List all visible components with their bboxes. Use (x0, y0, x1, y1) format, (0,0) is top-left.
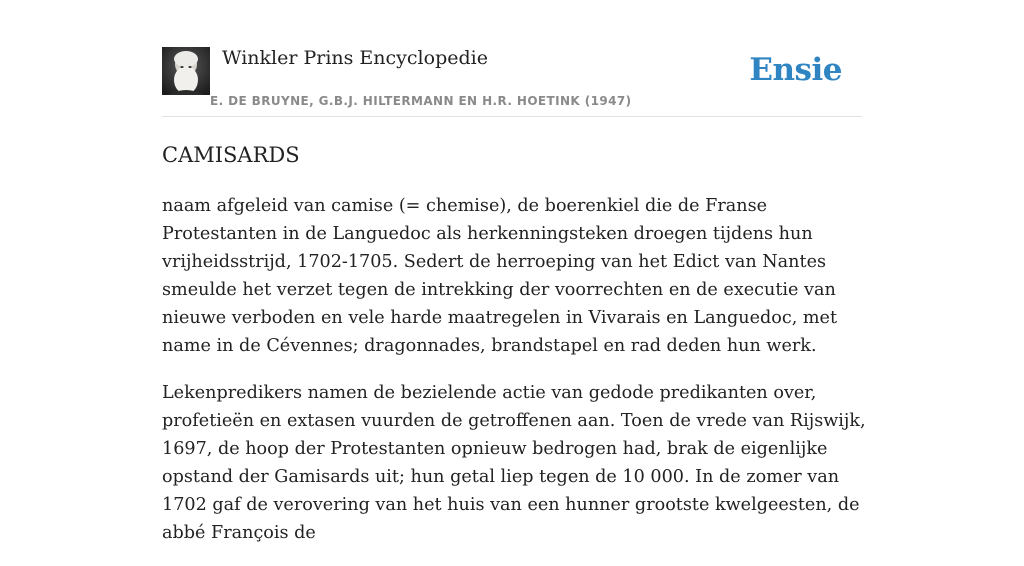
article-paragraph: Lekenpredikers namen de bezielende actie van gedode predikanten over, profetieën en extasen vuurden de getroffenen aan. Toen de vrede van Rijswijk, 1697, de hoop der Protestanten opnieuw bedrogen had, brak de eigenlijke opstand der Gamisards uit; hun getal liep tegen de 10 000. In de zomer van 1702 gaf de verovering van het huis van een hunner grootste kwelgeesten, de abbé François de (162, 383, 866, 543)
article-title: CAMISARDS (162, 143, 300, 167)
site-title[interactable]: Winkler Prins Encyclopedie (222, 47, 488, 69)
author-avatar (162, 47, 210, 95)
article-paragraph: naam afgeleid van camise (= chemise), de boerenkiel die de Franse Protestanten in de Languedoc als herkenningsteken droegen tijdens hun vrijheidsstrijd, 1702-1705. Sedert de herroeping van het Edict van Nantes smeulde het verzet tegen de intrekking der voorrechten en de executie van nieuwe verboden en vele harde maatregelen in Vivarais en Languedoc, met name in de Cévennes; dragonnades, brandstapel en rad deden hun werk. (162, 196, 838, 356)
article-body (162, 192, 874, 566)
authors-line: E. DE BRUYNE, G.B.J. HILTERMANN EN H.R. HOETINK (1947) (210, 94, 632, 108)
author-portrait-icon (162, 47, 210, 95)
site-header (162, 46, 862, 117)
ensie-logo[interactable]: Ensie (749, 52, 842, 88)
